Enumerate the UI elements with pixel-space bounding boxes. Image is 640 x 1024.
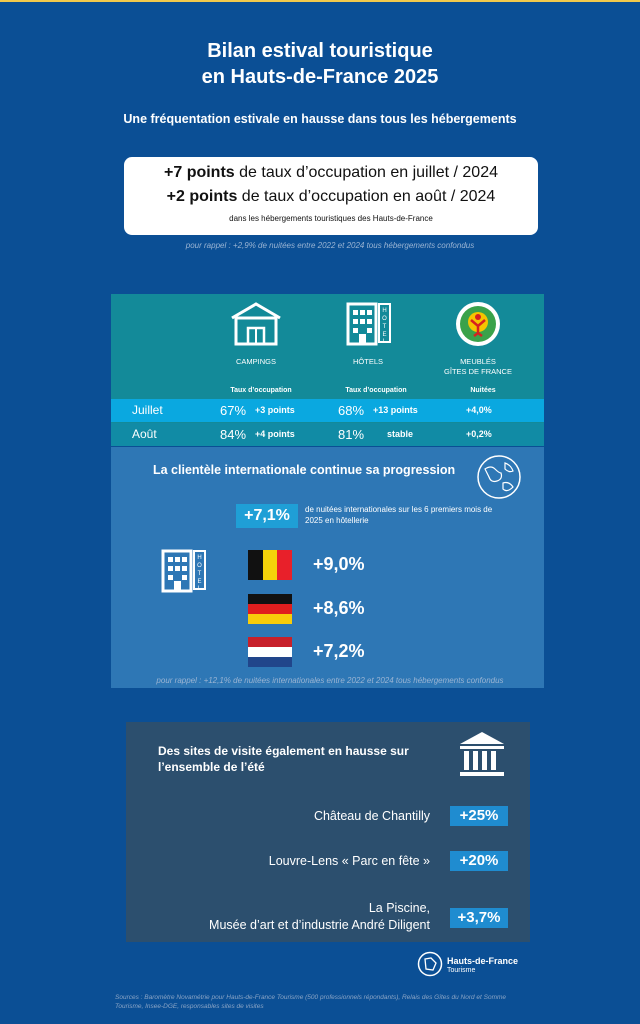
camp-delta: +4 points [255,429,295,439]
top-accent-line [0,0,640,2]
site-name: Château de Chantilly [313,809,430,823]
svg-text:H: H [197,555,202,561]
kpi-reminder: pour rappel : +2,9% de nuitées entre 2022 et 2024 tous hébergements confondus [185,241,475,250]
page-title [0,38,640,90]
title-line-1: Bilan estival touristique [207,40,433,62]
campings-col-head: Taux d’occupation [230,387,292,394]
title-line-2: en Hauts-de-France 2025 [201,66,439,88]
svg-text:T: T [197,571,202,577]
brand-logo [417,951,519,982]
campings-column-head [201,300,311,367]
germany-value: +8,6% [313,598,365,618]
belgium-value: +9,0% [313,554,365,574]
netherlands-flag [248,637,292,667]
site-name-line2: Musée d’art et d’industrie André Diligent [209,918,430,932]
month-label: Juillet [132,403,163,417]
svg-text:H: H [382,308,387,314]
site-value: +20% [450,851,508,871]
international-panel [111,447,544,688]
hotel-delta: +13 points [373,405,418,415]
svg-text:T: T [382,324,387,330]
svg-text:E: E [197,579,202,585]
page-subtitle: Une fréquentation estivale en hausse dans tous les hébergements [123,112,517,126]
germany-flag [248,594,292,624]
belgium-flag [248,550,292,580]
camp-rate: 67% [220,403,247,418]
brand-name: Hauts-de-France [447,956,519,966]
netherlands-value: +7,2% [313,641,365,661]
museum-icon [456,728,508,780]
gites-label [423,357,533,377]
site-name [209,900,430,934]
sources-note: Sources : Baromètre Novamétrie pour Hauts-de-France Tourisme (500 professionnels répondants), Relais des Gîtes du Nord et Somme Tourisme, Insee-DGE, responsables sites de visites [115,994,507,1010]
hotels-col-head: Taux d’occupation [345,387,407,394]
site-name: Louvre-Lens « Parc en fête » [268,854,430,868]
camp-delta: +3 points [255,405,295,415]
globe-icon [475,453,523,501]
camping-icon [228,300,284,348]
camp-rate: 84% [220,427,247,442]
hotel-rate: 81% [338,427,365,442]
gites-value: +0,2% [466,429,492,439]
international-badge-note: de nuitées internationales sur les 6 premiers mois de 2025 en hôtellerie [305,505,493,525]
hotel-icon [159,547,209,595]
international-reminder: pour rappel : +12,1% de nuitées internationales entre 2022 et 2024 tous hébergements confondus [156,676,504,685]
kpi-july [124,161,538,185]
site-value: +25% [450,806,508,826]
hauts-de-france-logo-icon [417,951,443,977]
gites-col-head: Nuitées [470,387,496,394]
gites-label-line2: GÎTES DE FRANCE [444,367,512,376]
gites-value: +4,0% [466,405,492,415]
kpi-august [124,185,538,209]
brand-sub: Tourisme [447,967,476,974]
table-row [111,399,544,422]
hotel-icon [340,300,396,348]
gites-de-france-logo [454,300,502,348]
hotels-label: HÔTELS [352,357,383,366]
campings-label: CAMPINGS [235,357,276,366]
svg-text:L: L [197,586,202,592]
hotels-column-head [313,300,423,367]
kpi-july-text: de taux d’occupation en juillet / 2024 [234,164,498,181]
table-row [111,423,544,446]
sites-title: Des sites de visite également en hausse sur l’ensemble de l’été [158,744,409,774]
gites-column-head [423,300,533,377]
kpi-july-value: +7 points [164,164,235,181]
site-name-line1: La Piscine, [368,901,430,915]
month-label: Août [132,427,157,441]
svg-text:E: E [382,332,387,338]
site-value: +3,7% [450,908,508,928]
kpi-august-value: +2 points [166,188,238,205]
kpi-august-text: de taux d’occupation en août / 2024 [237,188,496,205]
gites-label-line1: MEUBLÉS [460,357,496,366]
hotel-rate: 68% [338,403,365,418]
svg-text:O: O [382,316,387,322]
svg-text:O: O [197,563,202,569]
kpi-box [124,157,538,235]
hotel-delta: stable [387,429,414,439]
international-title: La clientèle internationale continue sa progression [153,463,456,477]
sites-panel [126,722,530,942]
occupancy-panel [111,294,544,446]
international-badge: +7,1% [236,504,298,528]
svg-text:L: L [382,339,387,345]
kpi-note: dans les hébergements touristiques des Hauts-de-France [229,214,433,223]
